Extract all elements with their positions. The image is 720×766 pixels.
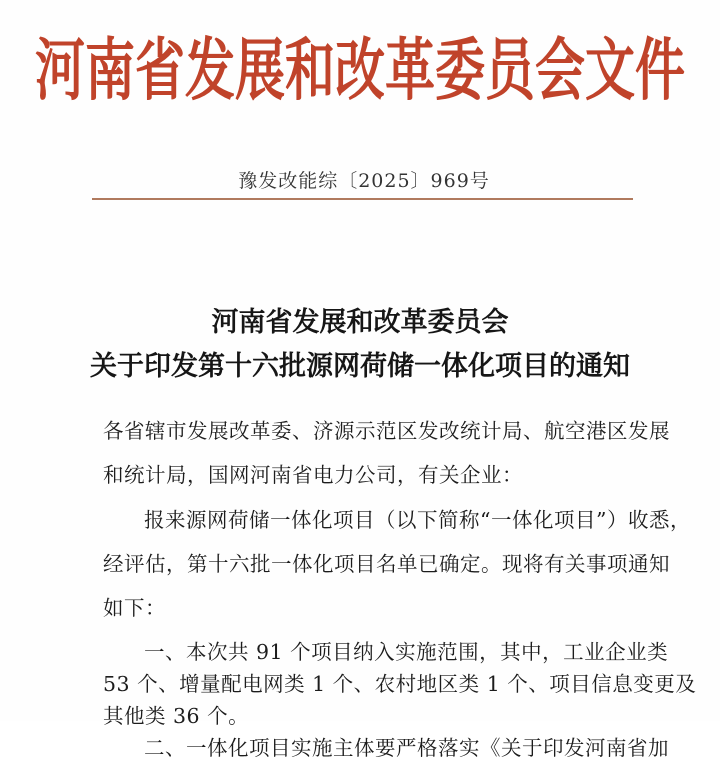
body-line-intro-2: 经评估，第十六批一体化项目名单已确定。现将有关事项通知 [103,552,670,576]
notice-title-line-2: 关于印发第十六批源网荷储一体化项目的通知 [90,351,630,382]
body-line-item2-1: 二、一体化项目实施主体要严格落实《关于印发河南省加 [144,736,669,760]
body-line-intro-1: 报来源网荷储一体化项目（以下简称“一体化项目”）收悉， [144,508,691,532]
body-line-item1-2: 53 个、增量配电网类 1 个、农村地区类 1 个、项目信息变更及 [103,672,697,696]
notice-title-line-1: 河南省发展和改革委员会 [211,307,509,338]
header-divider [92,198,633,200]
body-line-recipients-2: 和统计局，国网河南省电力公司，有关企业： [103,463,523,487]
document-number: 豫发改能综〔2025〕969号 [238,170,490,192]
body-line-item1-1: 一、本次共 91 个项目纳入实施范围，其中，工业企业类 [144,640,669,664]
document-masthead: 河南省发展和改革委员会文件 [35,30,685,110]
body-line-recipients-1: 各省辖市发展改革委、济源示范区发改统计局、航空港区发展 [103,419,670,443]
body-line-intro-3: 如下： [103,596,166,620]
body-line-item1-3: 其他类 36 个。 [103,704,250,728]
